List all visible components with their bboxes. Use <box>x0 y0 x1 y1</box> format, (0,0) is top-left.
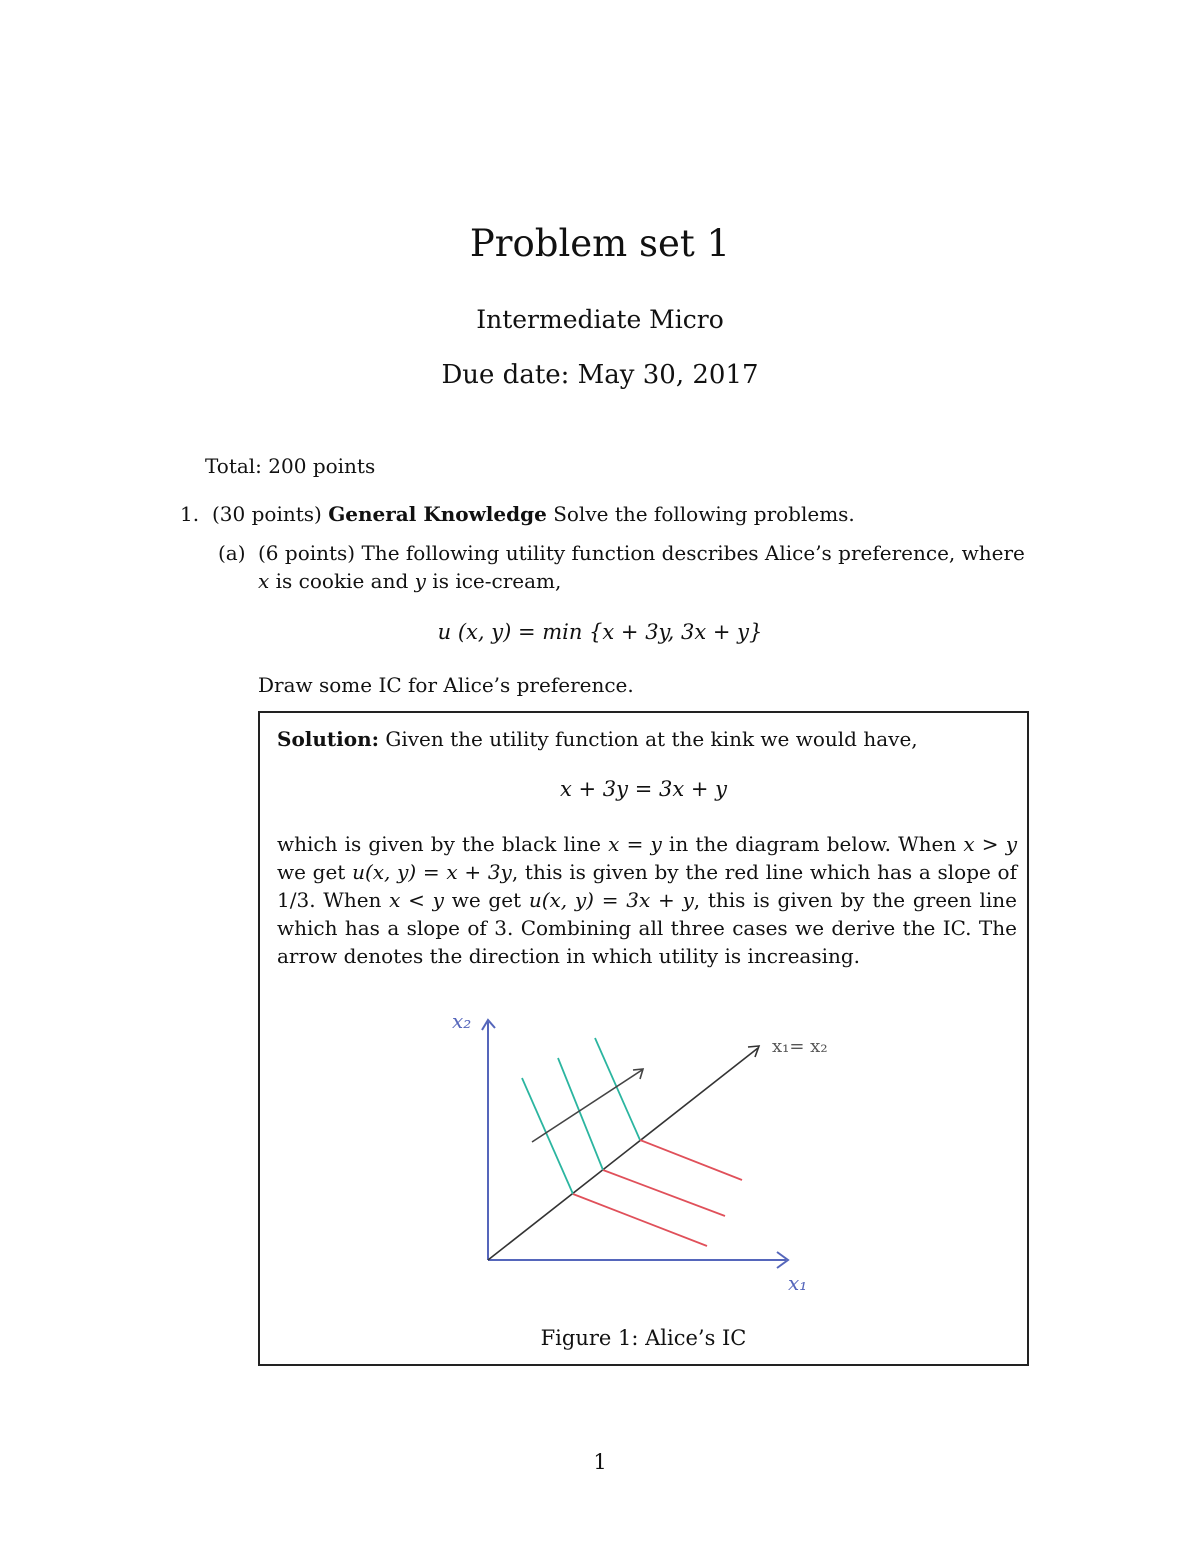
utility-equation: u (x, y) = min {x + 3y, 3x + y} <box>437 620 763 644</box>
problem-points: (30 points) <box>212 502 322 526</box>
sol-math-5: u(x, y) = 3x + y <box>528 888 694 912</box>
sol-text-2: in the diagram below. When <box>661 832 964 856</box>
green-line-2 <box>558 1058 603 1170</box>
var-y: y <box>414 569 426 593</box>
diagonal-group <box>488 1046 759 1260</box>
document-title: Problem set 1 <box>469 222 731 265</box>
green-lines <box>522 1038 640 1194</box>
sol-math-4: x < y <box>389 888 444 912</box>
red-lines <box>573 1140 742 1246</box>
part-a-label: (a) <box>218 541 246 565</box>
part-a-text-1: (6 points) The following utility function describes Alice’s preference, where <box>258 541 1025 565</box>
solution-intro <box>277 725 1017 753</box>
problem-heading: General Knowledge <box>328 502 547 526</box>
kink-equation: x + 3y = 3x + y <box>560 777 727 801</box>
course-name: Intermediate Micro <box>476 305 724 334</box>
total-points: Total: 200 points <box>205 454 376 478</box>
diagonal-line <box>488 1048 758 1260</box>
sol-text-4: , this is given by the red line which has a slope of 1/3. When <box>277 860 1018 912</box>
part-a-text-2: is cookie and <box>269 569 415 593</box>
sol-text-5: we get <box>443 888 529 912</box>
problem-heading-line <box>212 500 855 528</box>
solution-label: Solution: <box>277 727 380 751</box>
sol-math-3: u(x, y) = x + 3y <box>352 860 512 884</box>
sol-text-1: which is given by the black line <box>277 832 609 856</box>
indifference-curve-diagram <box>440 1000 840 1300</box>
solution-intro-text: Given the utility function at the kink we would have, <box>379 727 918 751</box>
var-x: x <box>258 569 270 593</box>
part-a-text-3: is ice-cream, <box>425 569 562 593</box>
y-axis-label: x₂ <box>452 1009 472 1033</box>
red-line-2 <box>603 1170 725 1216</box>
sol-math-1: x = y <box>608 832 662 856</box>
x-axis-label: x₁ <box>788 1271 808 1295</box>
sol-math-2: x > y <box>963 832 1017 856</box>
page-number: 1 <box>593 1450 607 1474</box>
figure-caption: Figure 1: Alice’s IC <box>540 1326 747 1350</box>
green-line-3 <box>595 1038 640 1140</box>
red-line-3 <box>640 1140 742 1180</box>
diagonal-label: x₁= x₂ <box>772 1036 828 1057</box>
sol-text-6: , this is given by the green line which has a slope of 3. Combining all three cases we derive the IC. The arrow denotes the direction in which utility is increasing. <box>277 888 1017 968</box>
green-line-1 <box>522 1078 573 1194</box>
solution-paragraph <box>277 830 1017 970</box>
part-a-text <box>258 539 1038 595</box>
sol-text-3: we get <box>277 860 353 884</box>
part-a-prompt: Draw some IC for Alice’s preference. <box>258 673 634 697</box>
problem-instruction: Solve the following problems. <box>553 502 855 526</box>
problem-number: 1. <box>180 502 200 526</box>
due-date: Due date: May 30, 2017 <box>441 360 759 390</box>
